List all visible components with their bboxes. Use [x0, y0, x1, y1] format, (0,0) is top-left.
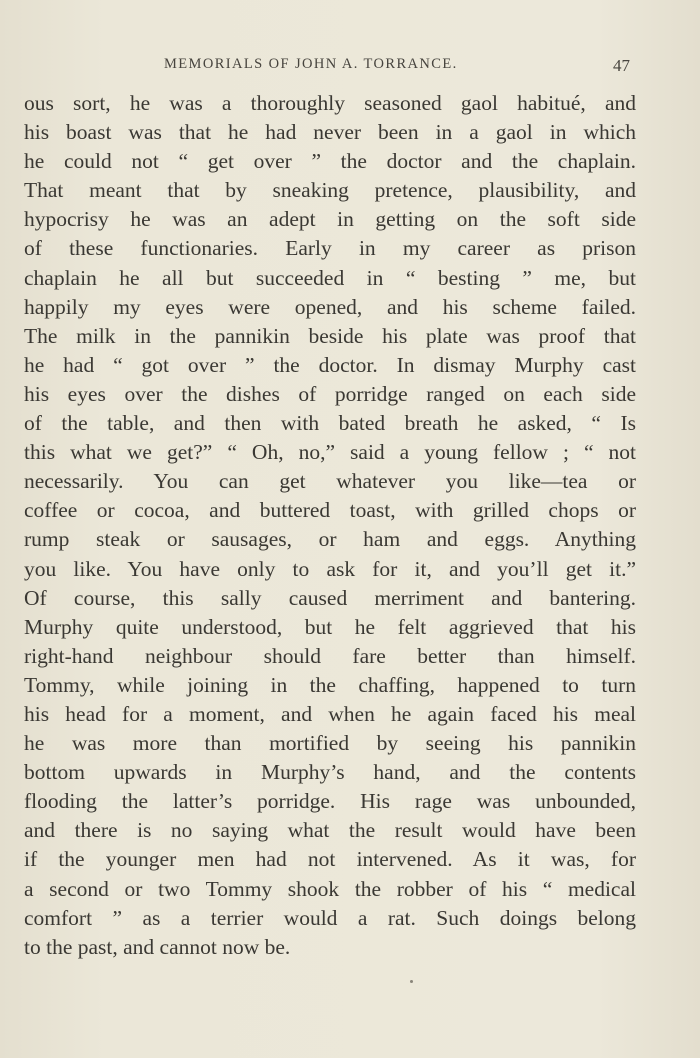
text-line: this what we get?” “ Oh, no,” said a young fellow ; “ not: [24, 440, 636, 465]
text-line: coffee or cocoa, and buttered toast, with grilled chops or: [24, 498, 636, 523]
running-head: MEMORIALS OF JOHN A. TORRANCE.: [164, 56, 458, 72]
text-line: his eyes over the dishes of porridge ranged on each side: [24, 381, 636, 406]
body-paragraph: [24, 89, 636, 962]
text-line: his head for a moment, and when he again faced his meal: [24, 701, 636, 726]
text-line: The milk in the pannikin beside his plate was proof that: [24, 323, 636, 348]
text-line: of these functionaries. Early in my career as prison: [24, 236, 636, 261]
text-line: right-hand neighbour should fare better than himself.: [24, 643, 636, 668]
text-line: comfort ” as a terrier would a rat. Such doings belong: [24, 905, 636, 930]
text-line: he could not “ get over ” the doctor and the chaplain.: [24, 149, 636, 174]
text-line: if the younger men had not intervened. As it was, for: [24, 847, 636, 872]
text-line: ous sort, he was a thoroughly seasoned gaol habitué, and: [24, 91, 636, 115]
text-line: he was more than mortified by seeing his pannikin: [24, 731, 636, 756]
text-line: you like. You have only to ask for it, and you’ll get it.”: [24, 556, 636, 581]
text-line: That meant that by sneaking pretence, plausibility, and: [24, 178, 636, 203]
text-line: chaplain he all but succeeded in “ besting ” me, but: [24, 265, 636, 290]
text-line: rump steak or sausages, or ham and eggs. Anything: [24, 527, 636, 552]
text-line-last: to the past, and cannot now be.: [24, 934, 291, 959]
text-line: bottom upwards in Murphy’s hand, and the contents: [24, 760, 636, 785]
text-line: Of course, this sally caused merriment and bantering.: [24, 585, 636, 610]
text-line: of the table, and then with bated breath he asked, “ Is: [24, 411, 636, 436]
text-line: hypocrisy he was an adept in getting on the soft side: [24, 207, 636, 232]
text-line: necessarily. You can get whatever you like—tea or: [24, 469, 636, 494]
text-line: a second or two Tommy shook the robber of his “ medical: [24, 876, 636, 901]
text-line: and there is no saying what the result would have been: [24, 818, 636, 843]
text-line: Murphy quite understood, but he felt aggrieved that his: [24, 614, 636, 639]
paper-speck: [410, 980, 413, 983]
text-line: he had “ got over ” the doctor. In dismay Murphy cast: [24, 352, 636, 377]
page-header: [24, 56, 630, 78]
text-line: flooding the latter’s porridge. His rage was unbounded,: [24, 789, 636, 814]
text-line: his boast was that he had never been in a gaol in which: [24, 120, 636, 145]
page-number: 47: [613, 56, 630, 75]
text-line: happily my eyes were opened, and his scheme failed.: [24, 294, 636, 319]
text-line: Tommy, while joining in the chaffing, happened to turn: [24, 672, 636, 697]
